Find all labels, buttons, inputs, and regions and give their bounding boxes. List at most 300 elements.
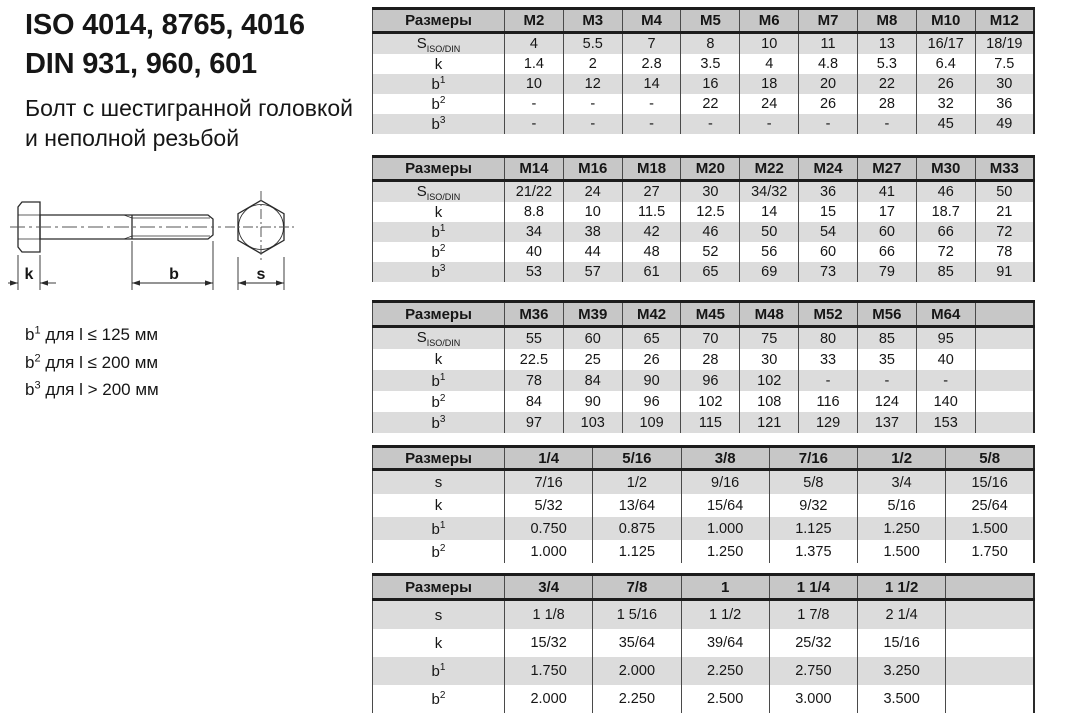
table-cell: 1.500 bbox=[946, 517, 1034, 540]
table-cell: 4.8 bbox=[799, 54, 858, 74]
table-row bbox=[373, 349, 1035, 370]
column-header: M30 bbox=[916, 157, 975, 181]
table-cell: - bbox=[622, 114, 681, 134]
table-cell: 50 bbox=[740, 222, 799, 242]
table-cell bbox=[946, 629, 1034, 657]
table-cell: 50 bbox=[975, 181, 1034, 203]
table-cell: 1.125 bbox=[769, 517, 857, 540]
table-row bbox=[373, 327, 1035, 350]
column-header: M18 bbox=[622, 157, 681, 181]
table-cell: 26 bbox=[916, 74, 975, 94]
table-cell: - bbox=[799, 114, 858, 134]
column-header: 1/2 bbox=[858, 447, 946, 470]
table-cell: - bbox=[799, 370, 858, 391]
table-cell: 2.250 bbox=[593, 685, 681, 713]
table-cell: 36 bbox=[975, 94, 1034, 114]
column-header: 7/16 bbox=[769, 447, 857, 470]
table-row bbox=[373, 202, 1035, 222]
table-cell: 129 bbox=[799, 412, 858, 433]
table-cell: 36 bbox=[799, 181, 858, 203]
table-cell: 66 bbox=[916, 222, 975, 242]
table-cell: 3.000 bbox=[769, 685, 857, 713]
table-cell: 52 bbox=[681, 242, 740, 262]
table-cell: - bbox=[916, 370, 975, 391]
table-row bbox=[373, 262, 1035, 282]
table-cell: 91 bbox=[975, 262, 1034, 282]
table-cell: 1.375 bbox=[769, 540, 857, 563]
dimension-table bbox=[372, 300, 1035, 433]
column-header bbox=[975, 302, 1034, 327]
column-header: M20 bbox=[681, 157, 740, 181]
dimension-table bbox=[372, 445, 1035, 563]
table-cell: 21/22 bbox=[505, 181, 564, 203]
table-cell: 1.000 bbox=[681, 517, 769, 540]
table-cell: 1.250 bbox=[681, 540, 769, 563]
table-row bbox=[373, 494, 1035, 517]
table-cell: 48 bbox=[622, 242, 681, 262]
table-cell: 56 bbox=[740, 242, 799, 262]
table-cell: 116 bbox=[799, 391, 858, 412]
dim-label-k: k bbox=[24, 266, 34, 283]
table-cell: 2.000 bbox=[593, 657, 681, 685]
column-header: M12 bbox=[975, 9, 1034, 33]
table-cell: 4 bbox=[740, 54, 799, 74]
table-cell bbox=[975, 349, 1034, 370]
column-header: M3 bbox=[563, 9, 622, 33]
table-cell: 65 bbox=[681, 262, 740, 282]
table-row bbox=[373, 600, 1035, 630]
table-cell: 18/19 bbox=[975, 33, 1034, 55]
standards-din-line: DIN 931, 960, 601 bbox=[25, 47, 257, 80]
dimension-table-inch-large bbox=[372, 573, 1035, 713]
table-cell: 46 bbox=[681, 222, 740, 242]
table-cell: 55 bbox=[505, 327, 564, 350]
table-cell: 38 bbox=[563, 222, 622, 242]
table-cell: 15/32 bbox=[505, 629, 593, 657]
table-cell: 28 bbox=[857, 94, 916, 114]
column-header: M14 bbox=[505, 157, 564, 181]
column-header: M2 bbox=[505, 9, 564, 33]
table-cell: 75 bbox=[740, 327, 799, 350]
table-cell: 25/32 bbox=[769, 629, 857, 657]
table-cell: 66 bbox=[857, 242, 916, 262]
column-header: M45 bbox=[681, 302, 740, 327]
table-cell: 11.5 bbox=[622, 202, 681, 222]
row-label: $b^2$ bbox=[373, 685, 505, 713]
table-cell: 2.750 bbox=[769, 657, 857, 685]
row-label: $S_{ISO/DIN}$ bbox=[373, 33, 505, 55]
row-label: $b^1$ bbox=[373, 517, 505, 540]
table-cell: 45 bbox=[916, 114, 975, 134]
table-row bbox=[373, 222, 1035, 242]
table-cell: 26 bbox=[799, 94, 858, 114]
table-cell: 22 bbox=[681, 94, 740, 114]
table-cell: 11 bbox=[799, 33, 858, 55]
table-cell: 3.250 bbox=[858, 657, 946, 685]
dimension-k bbox=[8, 255, 56, 290]
table-cell: 18.7 bbox=[916, 202, 975, 222]
column-header: M24 bbox=[799, 157, 858, 181]
table-cell: 2.000 bbox=[505, 685, 593, 713]
product-subtitle: Болт с шестигранной головкой и неполной резьбой bbox=[25, 95, 353, 152]
row-label: $b^1$ bbox=[373, 222, 505, 242]
table-cell: 13 bbox=[857, 33, 916, 55]
row-label: s bbox=[373, 470, 505, 495]
header-row bbox=[373, 302, 1035, 327]
row-label: $b^1$ bbox=[373, 657, 505, 685]
table-cell: 1.500 bbox=[858, 540, 946, 563]
row-label: k bbox=[373, 349, 505, 370]
dimension-table-metric-m2-m12 bbox=[372, 7, 1035, 134]
header-row bbox=[373, 447, 1035, 470]
standards-iso-line: ISO 4014, 8765, 4016 bbox=[25, 9, 305, 41]
table-cell: 30 bbox=[681, 181, 740, 203]
table-cell: 3.500 bbox=[858, 685, 946, 713]
table-cell: 60 bbox=[799, 242, 858, 262]
row-label: $b^1$ bbox=[373, 370, 505, 391]
column-header: 7/8 bbox=[593, 575, 681, 600]
row-label: k bbox=[373, 494, 505, 517]
dimension-s bbox=[238, 257, 284, 290]
table-cell: 16/17 bbox=[916, 33, 975, 55]
table-cell: 32 bbox=[916, 94, 975, 114]
table-cell: 39/64 bbox=[681, 629, 769, 657]
table-row bbox=[373, 391, 1035, 412]
table-cell: 1 1/8 bbox=[505, 600, 593, 630]
table-cell: 26 bbox=[622, 349, 681, 370]
table-cell: 109 bbox=[622, 412, 681, 433]
column-header: 1 1/2 bbox=[858, 575, 946, 600]
table-row bbox=[373, 94, 1035, 114]
table-cell: 124 bbox=[857, 391, 916, 412]
table-cell: 10 bbox=[505, 74, 564, 94]
dimension-table-inch-small bbox=[372, 445, 1035, 563]
table-cell: 85 bbox=[916, 262, 975, 282]
column-header: M36 bbox=[505, 302, 564, 327]
table-cell: 4 bbox=[505, 33, 564, 55]
table-cell: 84 bbox=[563, 370, 622, 391]
table-cell: 30 bbox=[740, 349, 799, 370]
column-header: M39 bbox=[563, 302, 622, 327]
table-cell: 60 bbox=[563, 327, 622, 350]
table-cell: 1.4 bbox=[505, 54, 564, 74]
column-header: M5 bbox=[681, 9, 740, 33]
table-cell: 14 bbox=[622, 74, 681, 94]
table-cell: 34 bbox=[505, 222, 564, 242]
table-cell: 30 bbox=[975, 74, 1034, 94]
bolt-head-view bbox=[225, 191, 297, 263]
table-row bbox=[373, 33, 1035, 55]
table-cell: 2.500 bbox=[681, 685, 769, 713]
table-cell: 0.875 bbox=[593, 517, 681, 540]
table-cell: 108 bbox=[740, 391, 799, 412]
dimension-table bbox=[372, 7, 1035, 134]
table-cell: 12.5 bbox=[681, 202, 740, 222]
table-cell: 60 bbox=[857, 222, 916, 242]
table-cell: 18 bbox=[740, 74, 799, 94]
dimension-table-metric-m14-m33 bbox=[372, 155, 1035, 282]
table-row bbox=[373, 181, 1035, 203]
table-cell: 8 bbox=[681, 33, 740, 55]
table-cell: 1.750 bbox=[505, 657, 593, 685]
row-label: $S_{ISO/DIN}$ bbox=[373, 181, 505, 203]
note-b3: $b^3$ для l > 200 мм bbox=[25, 379, 159, 400]
column-header: Размеры bbox=[373, 302, 505, 327]
column-header: 1/4 bbox=[505, 447, 593, 470]
column-header: M22 bbox=[740, 157, 799, 181]
table-cell: 9/16 bbox=[681, 470, 769, 495]
dimension-table bbox=[372, 573, 1035, 713]
dim-label-b: b bbox=[169, 266, 179, 283]
table-cell: 57 bbox=[563, 262, 622, 282]
table-row bbox=[373, 412, 1035, 433]
table-cell: 7/16 bbox=[505, 470, 593, 495]
table-cell: - bbox=[857, 370, 916, 391]
table-cell: 5/8 bbox=[769, 470, 857, 495]
table-cell bbox=[946, 685, 1034, 713]
table-cell: 2.250 bbox=[681, 657, 769, 685]
dim-label-s: s bbox=[256, 266, 266, 283]
table-cell: 80 bbox=[799, 327, 858, 350]
table-cell: 102 bbox=[681, 391, 740, 412]
table-cell: 10 bbox=[563, 202, 622, 222]
table-cell: 28 bbox=[681, 349, 740, 370]
table-row bbox=[373, 540, 1035, 563]
row-label: k bbox=[373, 629, 505, 657]
row-label: $S_{ISO/DIN}$ bbox=[373, 327, 505, 350]
column-header: Размеры bbox=[373, 575, 505, 600]
table-cell: - bbox=[681, 114, 740, 134]
table-cell bbox=[946, 600, 1034, 630]
thread-length-notes bbox=[25, 321, 159, 404]
row-label: k bbox=[373, 202, 505, 222]
table-cell bbox=[975, 391, 1034, 412]
table-cell: 46 bbox=[916, 181, 975, 203]
table-cell: 137 bbox=[857, 412, 916, 433]
table-row bbox=[373, 370, 1035, 391]
table-cell: - bbox=[622, 94, 681, 114]
table-cell: 103 bbox=[563, 412, 622, 433]
table-row bbox=[373, 242, 1035, 262]
table-cell: 1 1/2 bbox=[681, 600, 769, 630]
table-cell bbox=[975, 327, 1034, 350]
table-cell: 79 bbox=[857, 262, 916, 282]
table-cell: 3/4 bbox=[858, 470, 946, 495]
table-cell: 25/64 bbox=[946, 494, 1034, 517]
note-b1: $b^1$ для l ≤ 125 мм bbox=[25, 324, 159, 344]
row-label: $b^2$ bbox=[373, 540, 505, 563]
column-header: M33 bbox=[975, 157, 1034, 181]
table-cell: 7 bbox=[622, 33, 681, 55]
table-cell: 84 bbox=[505, 391, 564, 412]
table-cell: 22 bbox=[857, 74, 916, 94]
row-label: $b^3$ bbox=[373, 114, 505, 134]
table-cell: 1 5/16 bbox=[593, 600, 681, 630]
dimension-b bbox=[132, 241, 213, 290]
column-header: 1 1/4 bbox=[769, 575, 857, 600]
table-cell: 115 bbox=[681, 412, 740, 433]
table-cell bbox=[975, 370, 1034, 391]
column-header: 1 bbox=[681, 575, 769, 600]
table-cell: 2 bbox=[563, 54, 622, 74]
table-cell: 16 bbox=[681, 74, 740, 94]
table-cell: 15/16 bbox=[946, 470, 1034, 495]
table-cell: 153 bbox=[916, 412, 975, 433]
table-cell: 0.750 bbox=[505, 517, 593, 540]
column-header: M16 bbox=[563, 157, 622, 181]
table-cell: 15/64 bbox=[681, 494, 769, 517]
table-cell: - bbox=[505, 114, 564, 134]
row-label: s bbox=[373, 600, 505, 630]
table-cell: 22.5 bbox=[505, 349, 564, 370]
table-cell: 15/16 bbox=[858, 629, 946, 657]
table-cell: 40 bbox=[916, 349, 975, 370]
table-row bbox=[373, 54, 1035, 74]
row-label: $b^1$ bbox=[373, 74, 505, 94]
table-row bbox=[373, 629, 1035, 657]
row-label: $b^3$ bbox=[373, 412, 505, 433]
table-cell: 5.5 bbox=[563, 33, 622, 55]
table-cell: 72 bbox=[916, 242, 975, 262]
header-row bbox=[373, 157, 1035, 181]
table-cell: 5/32 bbox=[505, 494, 593, 517]
table-cell: 3.5 bbox=[681, 54, 740, 74]
table-cell: 25 bbox=[563, 349, 622, 370]
table-cell: 96 bbox=[622, 391, 681, 412]
table-cell: 97 bbox=[505, 412, 564, 433]
table-cell: 9/32 bbox=[769, 494, 857, 517]
table-row bbox=[373, 470, 1035, 495]
column-header: Размеры bbox=[373, 157, 505, 181]
table-row bbox=[373, 657, 1035, 685]
table-cell: - bbox=[740, 114, 799, 134]
column-header: M7 bbox=[799, 9, 858, 33]
table-cell bbox=[946, 657, 1034, 685]
column-header: M48 bbox=[740, 302, 799, 327]
table-cell: 72 bbox=[975, 222, 1034, 242]
table-cell: 24 bbox=[740, 94, 799, 114]
table-cell: 35/64 bbox=[593, 629, 681, 657]
header-row bbox=[373, 575, 1035, 600]
column-header: M4 bbox=[622, 9, 681, 33]
table-cell: 61 bbox=[622, 262, 681, 282]
table-cell: 14 bbox=[740, 202, 799, 222]
table-row bbox=[373, 74, 1035, 94]
table-cell: 7.5 bbox=[975, 54, 1034, 74]
table-cell: 90 bbox=[622, 370, 681, 391]
table-cell: - bbox=[857, 114, 916, 134]
row-label: $b^2$ bbox=[373, 391, 505, 412]
table-cell: 1.000 bbox=[505, 540, 593, 563]
table-cell: 35 bbox=[857, 349, 916, 370]
table-cell: 53 bbox=[505, 262, 564, 282]
column-header: 5/8 bbox=[946, 447, 1034, 470]
row-label: $b^2$ bbox=[373, 242, 505, 262]
table-cell: 5.3 bbox=[857, 54, 916, 74]
table-cell: 95 bbox=[916, 327, 975, 350]
table-cell: 102 bbox=[740, 370, 799, 391]
table-cell: 70 bbox=[681, 327, 740, 350]
column-header: M56 bbox=[857, 302, 916, 327]
bolt-side-view bbox=[10, 202, 221, 252]
table-cell: 13/64 bbox=[593, 494, 681, 517]
table-cell: 10 bbox=[740, 33, 799, 55]
table-cell: 5/16 bbox=[858, 494, 946, 517]
table-cell: 24 bbox=[563, 181, 622, 203]
column-header: M52 bbox=[799, 302, 858, 327]
table-cell: 12 bbox=[563, 74, 622, 94]
table-cell: 1.750 bbox=[946, 540, 1034, 563]
table-cell: 121 bbox=[740, 412, 799, 433]
column-header: 5/16 bbox=[593, 447, 681, 470]
row-label: $b^2$ bbox=[373, 94, 505, 114]
table-cell: 2 1/4 bbox=[858, 600, 946, 630]
table-cell: 73 bbox=[799, 262, 858, 282]
table-cell: 78 bbox=[975, 242, 1034, 262]
table-cell: 1/2 bbox=[593, 470, 681, 495]
table-cell: 17 bbox=[857, 202, 916, 222]
table-cell: 44 bbox=[563, 242, 622, 262]
table-row bbox=[373, 517, 1035, 540]
table-cell: 49 bbox=[975, 114, 1034, 134]
table-cell: 54 bbox=[799, 222, 858, 242]
dimension-table bbox=[372, 155, 1035, 282]
table-cell: 6.4 bbox=[916, 54, 975, 74]
header-row bbox=[373, 9, 1035, 33]
tables-region bbox=[372, 0, 1035, 720]
table-cell: 33 bbox=[799, 349, 858, 370]
column-header: 3/8 bbox=[681, 447, 769, 470]
table-cell: 69 bbox=[740, 262, 799, 282]
column-header: Размеры bbox=[373, 447, 505, 470]
table-cell: 1.125 bbox=[593, 540, 681, 563]
table-row bbox=[373, 114, 1035, 134]
note-b2: $b^2$ для l ≤ 200 мм bbox=[25, 351, 159, 372]
column-header: M27 bbox=[857, 157, 916, 181]
table-cell: 34/32 bbox=[740, 181, 799, 203]
dimension-table-metric-m36-m64 bbox=[372, 300, 1035, 433]
column-header: M6 bbox=[740, 9, 799, 33]
table-cell: 78 bbox=[505, 370, 564, 391]
column-header bbox=[946, 575, 1034, 600]
table-cell: 27 bbox=[622, 181, 681, 203]
table-cell: 40 bbox=[505, 242, 564, 262]
page-title bbox=[25, 6, 305, 83]
column-header: M42 bbox=[622, 302, 681, 327]
row-label: k bbox=[373, 54, 505, 74]
column-header: M64 bbox=[916, 302, 975, 327]
table-cell: 2.8 bbox=[622, 54, 681, 74]
table-cell: 1 7/8 bbox=[769, 600, 857, 630]
row-label: $b^3$ bbox=[373, 262, 505, 282]
table-cell: - bbox=[563, 114, 622, 134]
column-header: Размеры bbox=[373, 9, 505, 33]
table-cell: 90 bbox=[563, 391, 622, 412]
table-cell: 96 bbox=[681, 370, 740, 391]
table-cell: 8.8 bbox=[505, 202, 564, 222]
table-cell: 15 bbox=[799, 202, 858, 222]
bolt-drawing bbox=[8, 185, 348, 320]
table-cell: 21 bbox=[975, 202, 1034, 222]
table-cell: 42 bbox=[622, 222, 681, 242]
table-row bbox=[373, 685, 1035, 713]
table-cell: - bbox=[563, 94, 622, 114]
table-cell: 41 bbox=[857, 181, 916, 203]
table-cell bbox=[975, 412, 1034, 433]
table-cell: 65 bbox=[622, 327, 681, 350]
table-cell: 85 bbox=[857, 327, 916, 350]
column-header: 3/4 bbox=[505, 575, 593, 600]
